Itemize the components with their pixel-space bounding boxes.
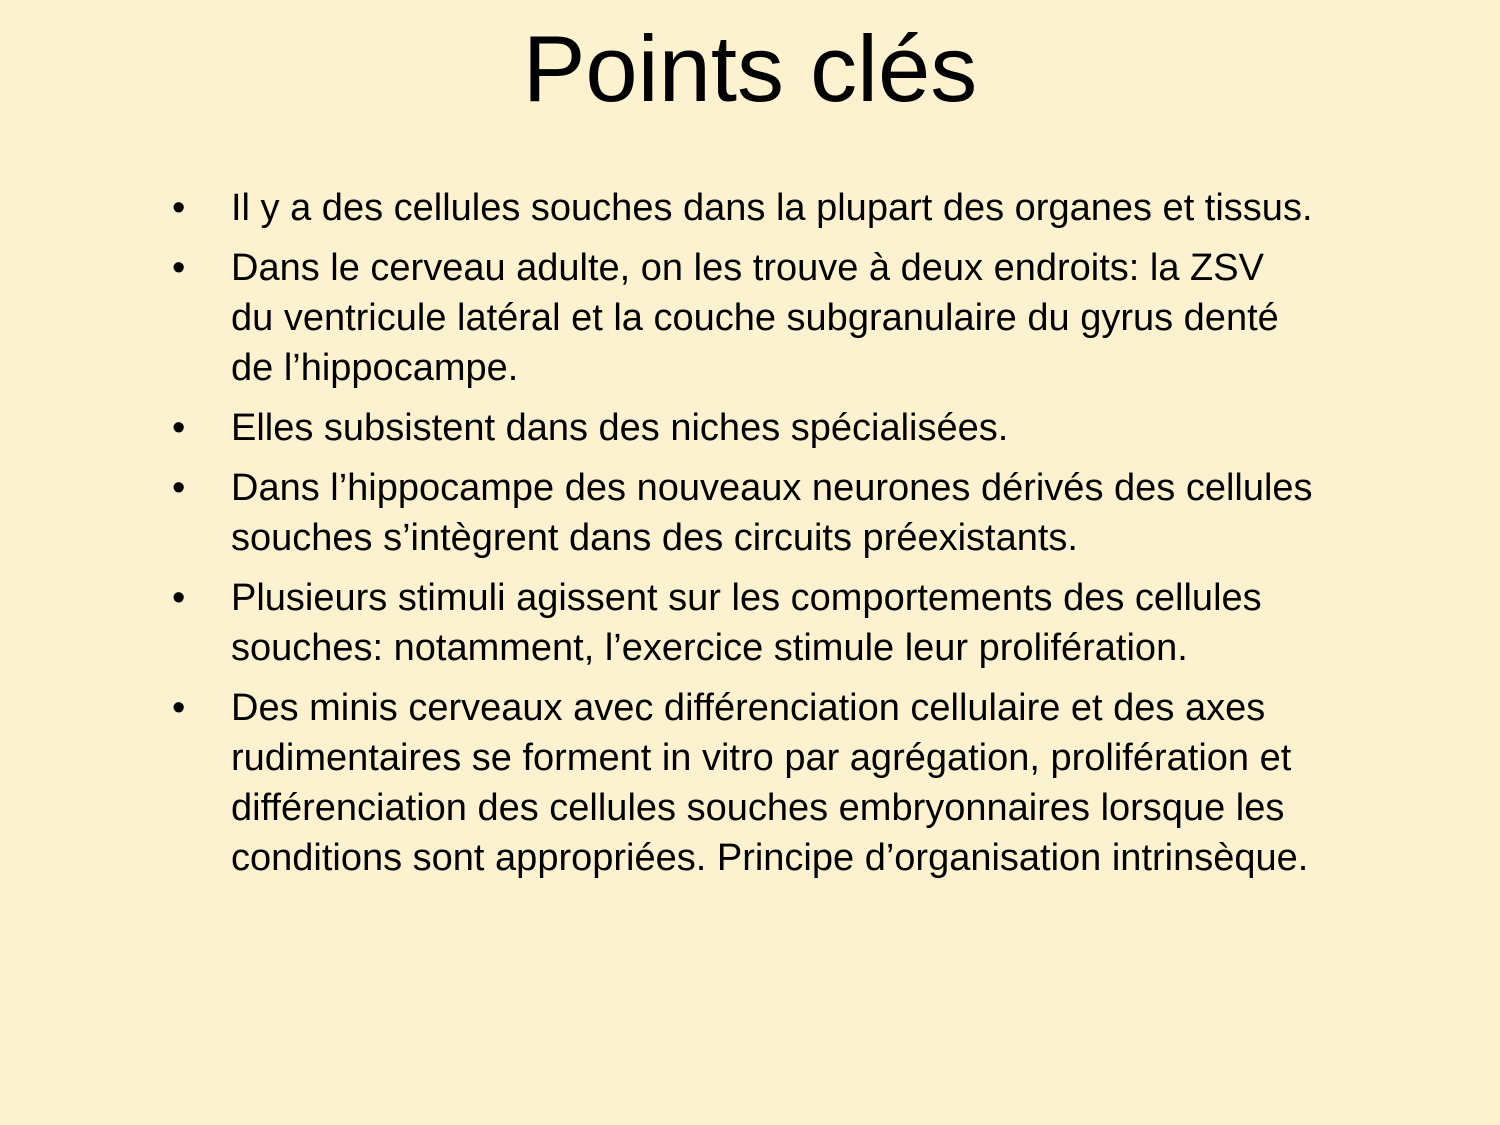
bullet-line: de l’hippocampe. <box>231 347 519 389</box>
bullet-dot-icon: • <box>172 407 186 449</box>
bullet-dot-icon: • <box>172 247 186 289</box>
bullet-line: Dans l’hippocampe des nouveaux neurones dérivés des cellules <box>231 467 1313 509</box>
bullet-item-5 <box>0 573 1500 673</box>
bullet-item-3 <box>0 403 1500 453</box>
bullet-line: Elles subsistent dans des niches spécialisées. <box>231 407 1009 449</box>
bullet-text <box>231 243 1461 393</box>
bullet-dot-icon: • <box>172 187 186 229</box>
bullet-text <box>231 463 1461 563</box>
bullet-line: du ventricule latéral et la couche subgranulaire du gyrus denté <box>231 297 1279 339</box>
key-points-list <box>0 183 1500 883</box>
bullet-line: Plusieurs stimuli agissent sur les comportements des cellules <box>231 577 1262 619</box>
bullet-line: souches: notamment, l’exercice stimule leur prolifération. <box>231 627 1188 669</box>
bullet-text <box>231 183 1461 233</box>
bullet-item-4 <box>0 463 1500 563</box>
bullet-line: Des minis cerveaux avec différenciation cellulaire et des axes <box>231 687 1266 729</box>
bullet-line: rudimentaires se forment in vitro par agrégation, prolifération et <box>231 737 1292 779</box>
bullet-dot-icon: • <box>172 687 186 729</box>
bullet-text <box>231 403 1461 453</box>
bullet-line: conditions sont appropriées. Principe d’organisation intrinsèque. <box>231 837 1309 879</box>
bullet-line: souches s’intègrent dans des circuits préexistants. <box>231 517 1078 559</box>
bullet-item-1 <box>0 183 1500 233</box>
bullet-line: différenciation des cellules souches embryonnaires lorsque les <box>231 787 1285 829</box>
bullet-line: Dans le cerveau adulte, on les trouve à deux endroits: la ZSV <box>231 247 1264 289</box>
bullet-dot-icon: • <box>172 467 186 509</box>
bullet-item-2 <box>0 243 1500 393</box>
bullet-text <box>231 683 1461 883</box>
slide-title: Points clés <box>522 16 978 121</box>
bullet-dot-icon: • <box>172 577 186 619</box>
bullet-text <box>231 573 1461 673</box>
bullet-line: Il y a des cellules souches dans la plupart des organes et tissus. <box>231 187 1313 229</box>
bullet-item-6 <box>0 683 1500 883</box>
